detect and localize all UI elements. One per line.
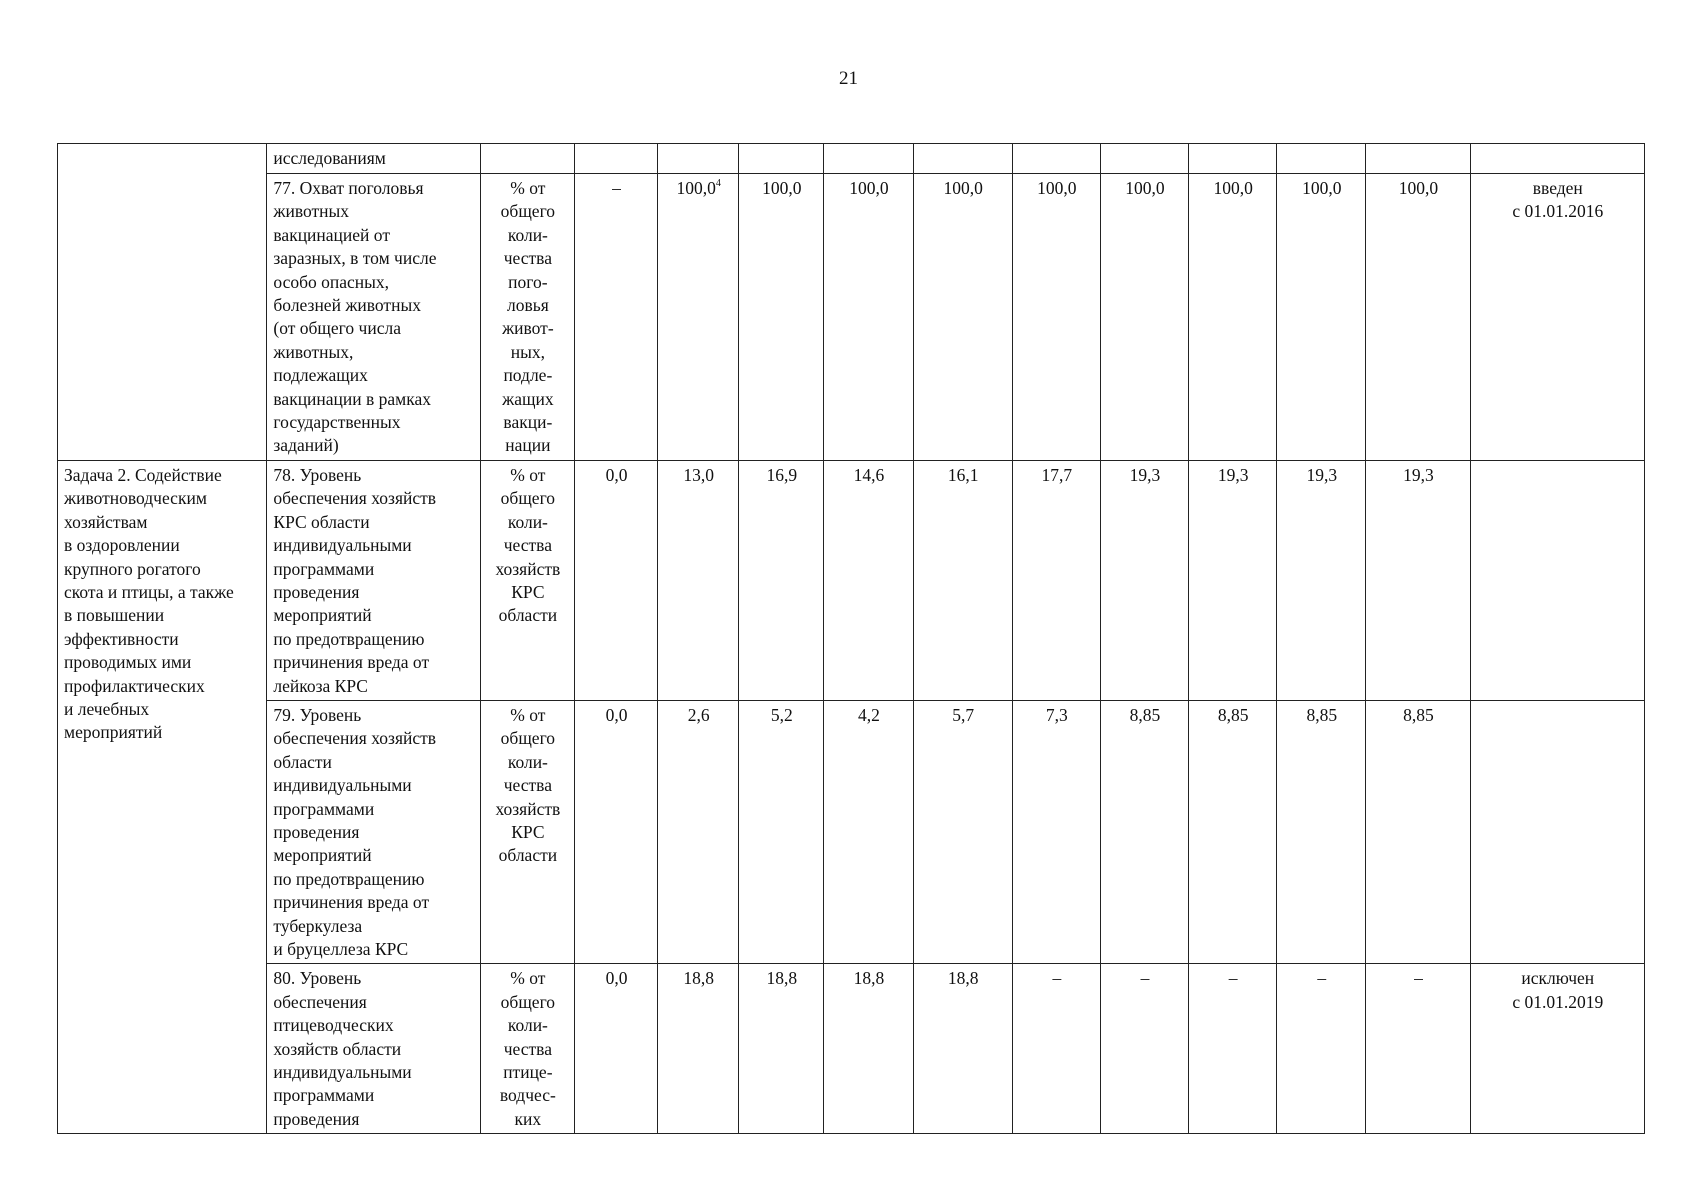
indicator-cell: 79. Уровень обеспечения хозяйств области индивидуальными программами проведения мероприятий по предотвращению причинения вреда от туберкулеза и бруцеллеза КРС <box>267 700 480 963</box>
value-cell <box>824 144 913 174</box>
value-cell: 18,8 <box>913 964 1012 1134</box>
value-cell: 13,0 <box>658 460 739 700</box>
value-cell: 19,3 <box>1189 460 1277 700</box>
value-cell: 14,6 <box>824 460 913 700</box>
value-cell: 8,85 <box>1366 700 1470 963</box>
value-cell: 0,0 <box>574 700 657 963</box>
unit-cell <box>480 144 574 174</box>
task-cell-empty <box>58 144 267 461</box>
value-cell: 19,3 <box>1100 460 1188 700</box>
value-cell <box>1277 144 1366 174</box>
value-cell: 100,0 <box>1366 174 1470 461</box>
table-row <box>58 174 1645 461</box>
value-text: 100,0 <box>676 178 716 198</box>
value-cell: 17,7 <box>1012 460 1100 700</box>
note-cell: введен с 01.01.2016 <box>1470 174 1644 461</box>
value-cell <box>739 144 824 174</box>
value-cell: 100,0 <box>1012 174 1100 461</box>
table-row <box>58 460 1645 700</box>
note-cell <box>1470 144 1644 174</box>
value-cell: 2,6 <box>658 700 739 963</box>
value-cell <box>658 144 739 174</box>
value-cell: 100,0 <box>739 174 824 461</box>
value-cell: 7,3 <box>1012 700 1100 963</box>
table-row <box>58 700 1645 963</box>
value-cell: – <box>1189 964 1277 1134</box>
note-cell <box>1470 460 1644 700</box>
indicator-cell: 80. Уровень обеспечения птицеводческих хозяйств области индивидуальными программами проведения <box>267 964 480 1134</box>
note-cell: исключен с 01.01.2019 <box>1470 964 1644 1134</box>
value-cell: 100,0 <box>1189 174 1277 461</box>
value-cell <box>1366 144 1470 174</box>
value-cell: 16,9 <box>739 460 824 700</box>
value-cell: 100,0 <box>824 174 913 461</box>
value-cell-with-footnote <box>658 174 739 461</box>
indicator-cell: исследованиям <box>267 144 480 174</box>
value-cell: 0,0 <box>574 964 657 1134</box>
value-cell <box>1012 144 1100 174</box>
value-cell: 4,2 <box>824 700 913 963</box>
unit-cell: % от общего коли- чества хозяйств КРС области <box>480 460 574 700</box>
value-cell: 100,0 <box>1100 174 1188 461</box>
page-number: 21 <box>839 68 858 89</box>
value-cell: 16,1 <box>913 460 1012 700</box>
table-row <box>58 144 1645 174</box>
value-cell <box>1100 144 1188 174</box>
value-cell: 0,0 <box>574 460 657 700</box>
unit-cell: % от общего коли- чества хозяйств КРС области <box>480 700 574 963</box>
unit-cell: % от общего коли- чества птице- водчес- ких <box>480 964 574 1134</box>
value-cell <box>574 144 657 174</box>
value-cell: 100,0 <box>913 174 1012 461</box>
value-cell <box>913 144 1012 174</box>
table-row <box>58 964 1645 1134</box>
note-cell <box>1470 700 1644 963</box>
value-cell: 5,7 <box>913 700 1012 963</box>
value-cell: 5,2 <box>739 700 824 963</box>
indicator-cell: 77. Охват поголовья животных вакцинацией от заразных, в том числе особо опасных, болезней животных (от общего числа животных, подлежащих вакцинации в рамках государственных заданий) <box>267 174 480 461</box>
unit-cell: % от общего коли- чества пого- ловья живот- ных, подле- жащих вакци- нации <box>480 174 574 461</box>
value-cell: – <box>1277 964 1366 1134</box>
value-cell: – <box>1366 964 1470 1134</box>
indicators-table <box>57 143 1645 1134</box>
value-cell: 8,85 <box>1100 700 1188 963</box>
value-cell: 18,8 <box>824 964 913 1134</box>
value-cell: – <box>1100 964 1188 1134</box>
task-cell: Задача 2. Содействие животноводческим хозяйствам в оздоровлении крупного рогатого скота и птицы, а также в повышении эффективности проводимых ими профилактических и лечебных мероприятий <box>58 460 267 1134</box>
value-cell <box>1189 144 1277 174</box>
value-cell: 19,3 <box>1277 460 1366 700</box>
value-cell: – <box>1012 964 1100 1134</box>
value-cell: 8,85 <box>1189 700 1277 963</box>
value-cell: 100,0 <box>1277 174 1366 461</box>
value-cell: – <box>574 174 657 461</box>
value-cell: 18,8 <box>739 964 824 1134</box>
indicator-cell: 78. Уровень обеспечения хозяйств КРС области индивидуальными программами проведения мероприятий по предотвращению причинения вреда от лейкоза КРС <box>267 460 480 700</box>
value-cell: 18,8 <box>658 964 739 1134</box>
value-cell: 8,85 <box>1277 700 1366 963</box>
footnote-marker: 4 <box>715 178 721 189</box>
value-cell: 19,3 <box>1366 460 1470 700</box>
